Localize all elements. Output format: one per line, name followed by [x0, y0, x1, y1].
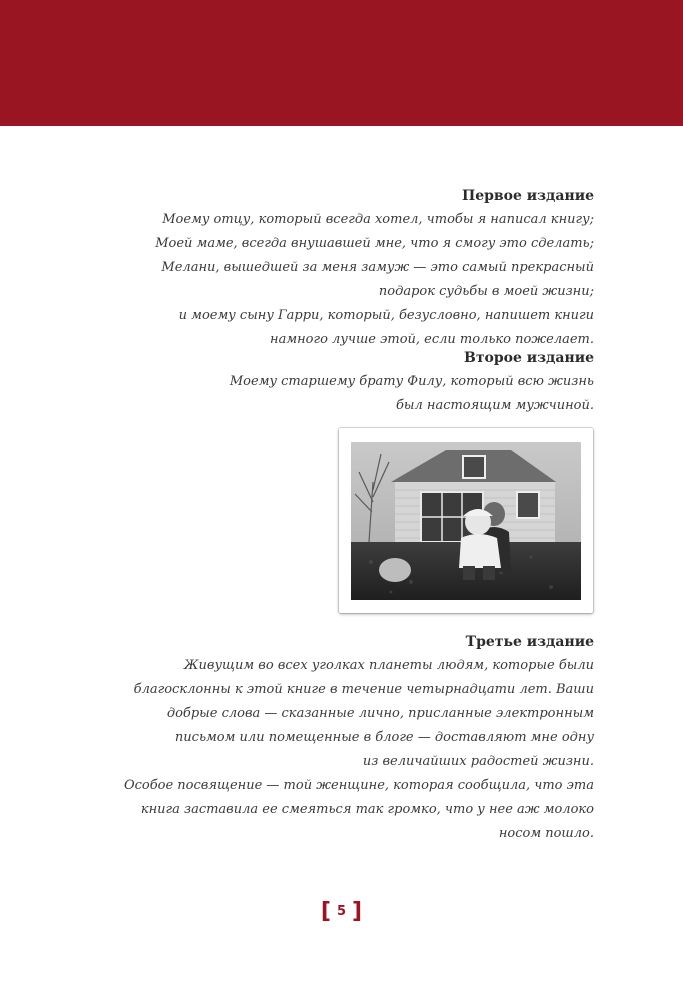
top-color-band: [0, 0, 683, 126]
first-edition-line: и моему сыну Гарри, который, безусловно, напишет книги: [178, 308, 594, 323]
house-window: [517, 492, 539, 518]
page-number-value: 5: [336, 904, 347, 919]
third-edition-line: благосклонны к этой книге в течение четырнадцати лет. Ваши: [133, 682, 594, 697]
vintage-photo-image: [351, 442, 581, 600]
page-number-right-bracket: ]: [352, 899, 363, 924]
first-edition-dedication: [154, 184, 594, 352]
second-edition-heading: Второе издание: [463, 350, 594, 366]
first-edition-line: подарок судьбы в моей жизни;: [378, 284, 594, 299]
third-edition-line: книга заставила ее смеяться так громко, что у нее аж молоко: [140, 802, 594, 817]
bag-shape: [379, 558, 411, 582]
first-edition-line: намного лучше этой, если только пожелает.: [270, 332, 594, 347]
first-edition-line: Моей маме, всегда внушавшей мне, что я смогу это сделать;: [155, 236, 594, 251]
second-edition-dedication: [154, 346, 594, 418]
vintage-photo: [339, 428, 593, 613]
second-edition-line: был настоящим мужчиной.: [395, 398, 594, 413]
page-number-left-bracket: [: [320, 899, 331, 924]
third-edition-line: Особое посвящение — той женщине, которая сообщила, что эта: [123, 778, 594, 793]
third-edition-line: добрые слова — сказанные лично, присланные электронным: [166, 706, 594, 721]
baby-leg: [483, 566, 495, 580]
third-edition-dedication: [114, 630, 594, 846]
third-edition-line: письмом или помещенные в блоге — доставляют мне одну: [174, 730, 594, 745]
second-edition-line: Моему старшему брату Филу, который всю жизнь: [229, 374, 594, 389]
third-edition-heading: Третье издание: [465, 634, 594, 650]
first-edition-line: Моему отцу, который всегда хотел, чтобы я написал книгу;: [162, 212, 594, 227]
first-edition-line: Мелани, вышедшей за меня замуж — это самый прекрасный: [161, 260, 594, 275]
page-number: [0, 898, 683, 926]
baby-leg: [463, 566, 475, 580]
third-edition-line: носом пошло.: [498, 826, 594, 841]
baby-body: [459, 534, 501, 568]
third-edition-line: из величайших радостей жизни.: [362, 754, 594, 769]
house-window: [463, 456, 485, 478]
first-edition-heading: Первое издание: [461, 188, 594, 204]
third-edition-line: Живущим во всех уголках планеты людям, которые были: [183, 658, 594, 673]
